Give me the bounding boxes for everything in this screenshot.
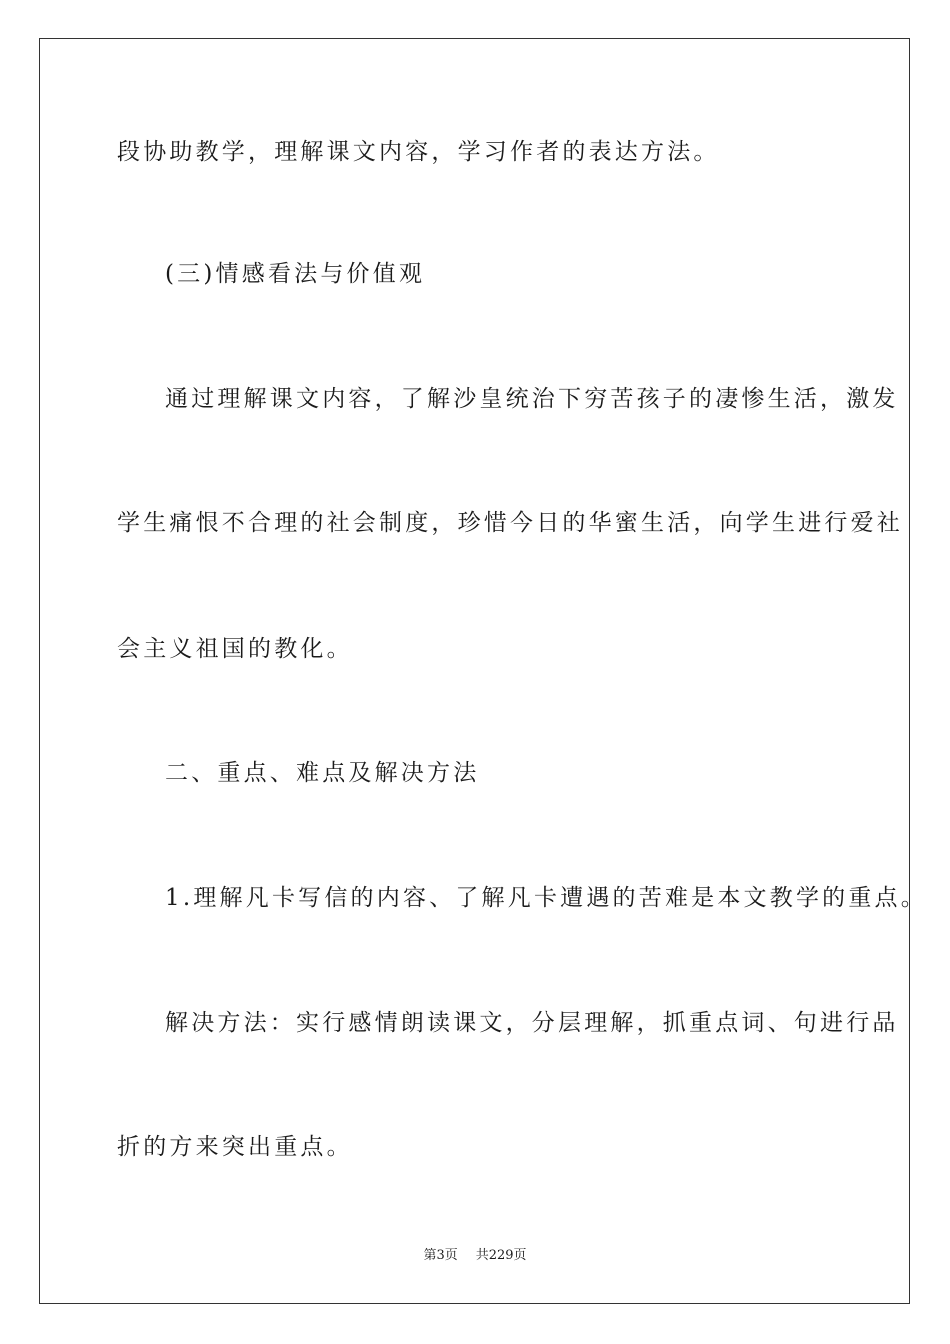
section-heading-attitudes: (三)情感看法与价值观 [165,261,426,287]
paragraph-line-9: 折的方来突出重点。 [117,1134,353,1160]
section-heading-key-points: 二、重点、难点及解决方法 [165,760,480,786]
paragraph-line-3: 通过理解课文内容，了解沙皇统治下穷苦孩子的凄惨生活，激发 [165,386,899,412]
paragraph-line-1: 段协助教学，理解课文内容，学习作者的表达方法。 [117,139,720,165]
total-pages: 共229页 [475,1248,527,1263]
paragraph-line-8: 解决方法：实行感情朗读课文，分层理解，抓重点词、句进行品 [165,1010,899,1036]
page-border [39,38,910,1304]
current-page-number: 第3页 [423,1248,458,1263]
page-footer [0,1247,950,1265]
paragraph-line-4: 学生痛恨不合理的社会制度，珍惜今日的华蜜生活，向学生进行爱社 [117,510,903,536]
paragraph-line-7: 1.理解凡卡写信的内容、了解凡卡遭遇的苦难是本文教学的重点。 [165,885,927,911]
paragraph-line-5: 会主义祖国的教化。 [117,636,353,662]
